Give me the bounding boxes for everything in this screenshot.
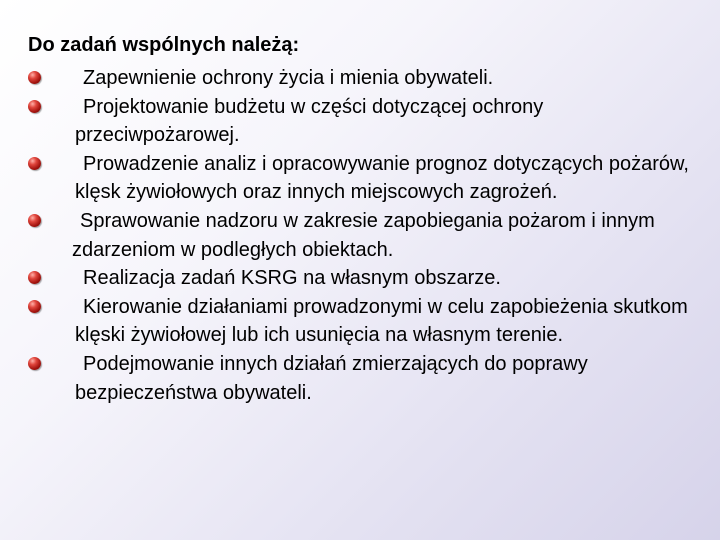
bullet-list — [28, 64, 698, 407]
list-item-text: Podejmowanie innych działań zmierzających do poprawy bezpieczeństwa obywateli. — [75, 352, 588, 404]
list-item — [28, 207, 698, 264]
list-item-text: Zapewnienie ochrony życia i mienia obywateli. — [83, 67, 494, 89]
bullet-icon — [28, 71, 41, 84]
list-item-text: Realizacja zadań KSRG na własnym obszarze. — [83, 267, 501, 290]
list-item — [28, 293, 698, 350]
list-item-text: Sprawowanie nadzoru w zakresie zapobiegania pożarom i innym zdarzeniom w podległych obiektach. — [72, 209, 655, 261]
list-item — [28, 350, 698, 407]
list-item-text: Kierowanie działaniami prowadzonymi w celu zapobieżenia skutkom klęski żywiołowej lub ich usunięcia na własnym terenie. — [75, 295, 688, 347]
bullet-icon — [28, 300, 41, 313]
bullet-icon — [28, 157, 41, 170]
slide-heading: Do zadań wspólnych należą: — [28, 34, 300, 56]
bullet-icon — [28, 271, 41, 284]
list-item — [28, 150, 698, 207]
list-item — [28, 93, 698, 150]
list-item-text: Projektowanie budżetu w części dotyczącej ochrony przeciwpożarowej. — [75, 95, 544, 147]
bullet-icon — [28, 100, 41, 113]
bullet-icon — [28, 214, 41, 227]
list-item-text: Prowadzenie analiz i opracowywanie prognoz dotyczących pożarów, klęsk żywiołowych oraz innych miejscowych zagrożeń. — [75, 152, 689, 204]
list-item — [28, 64, 698, 93]
list-item — [28, 264, 698, 293]
bullet-icon — [28, 357, 41, 370]
